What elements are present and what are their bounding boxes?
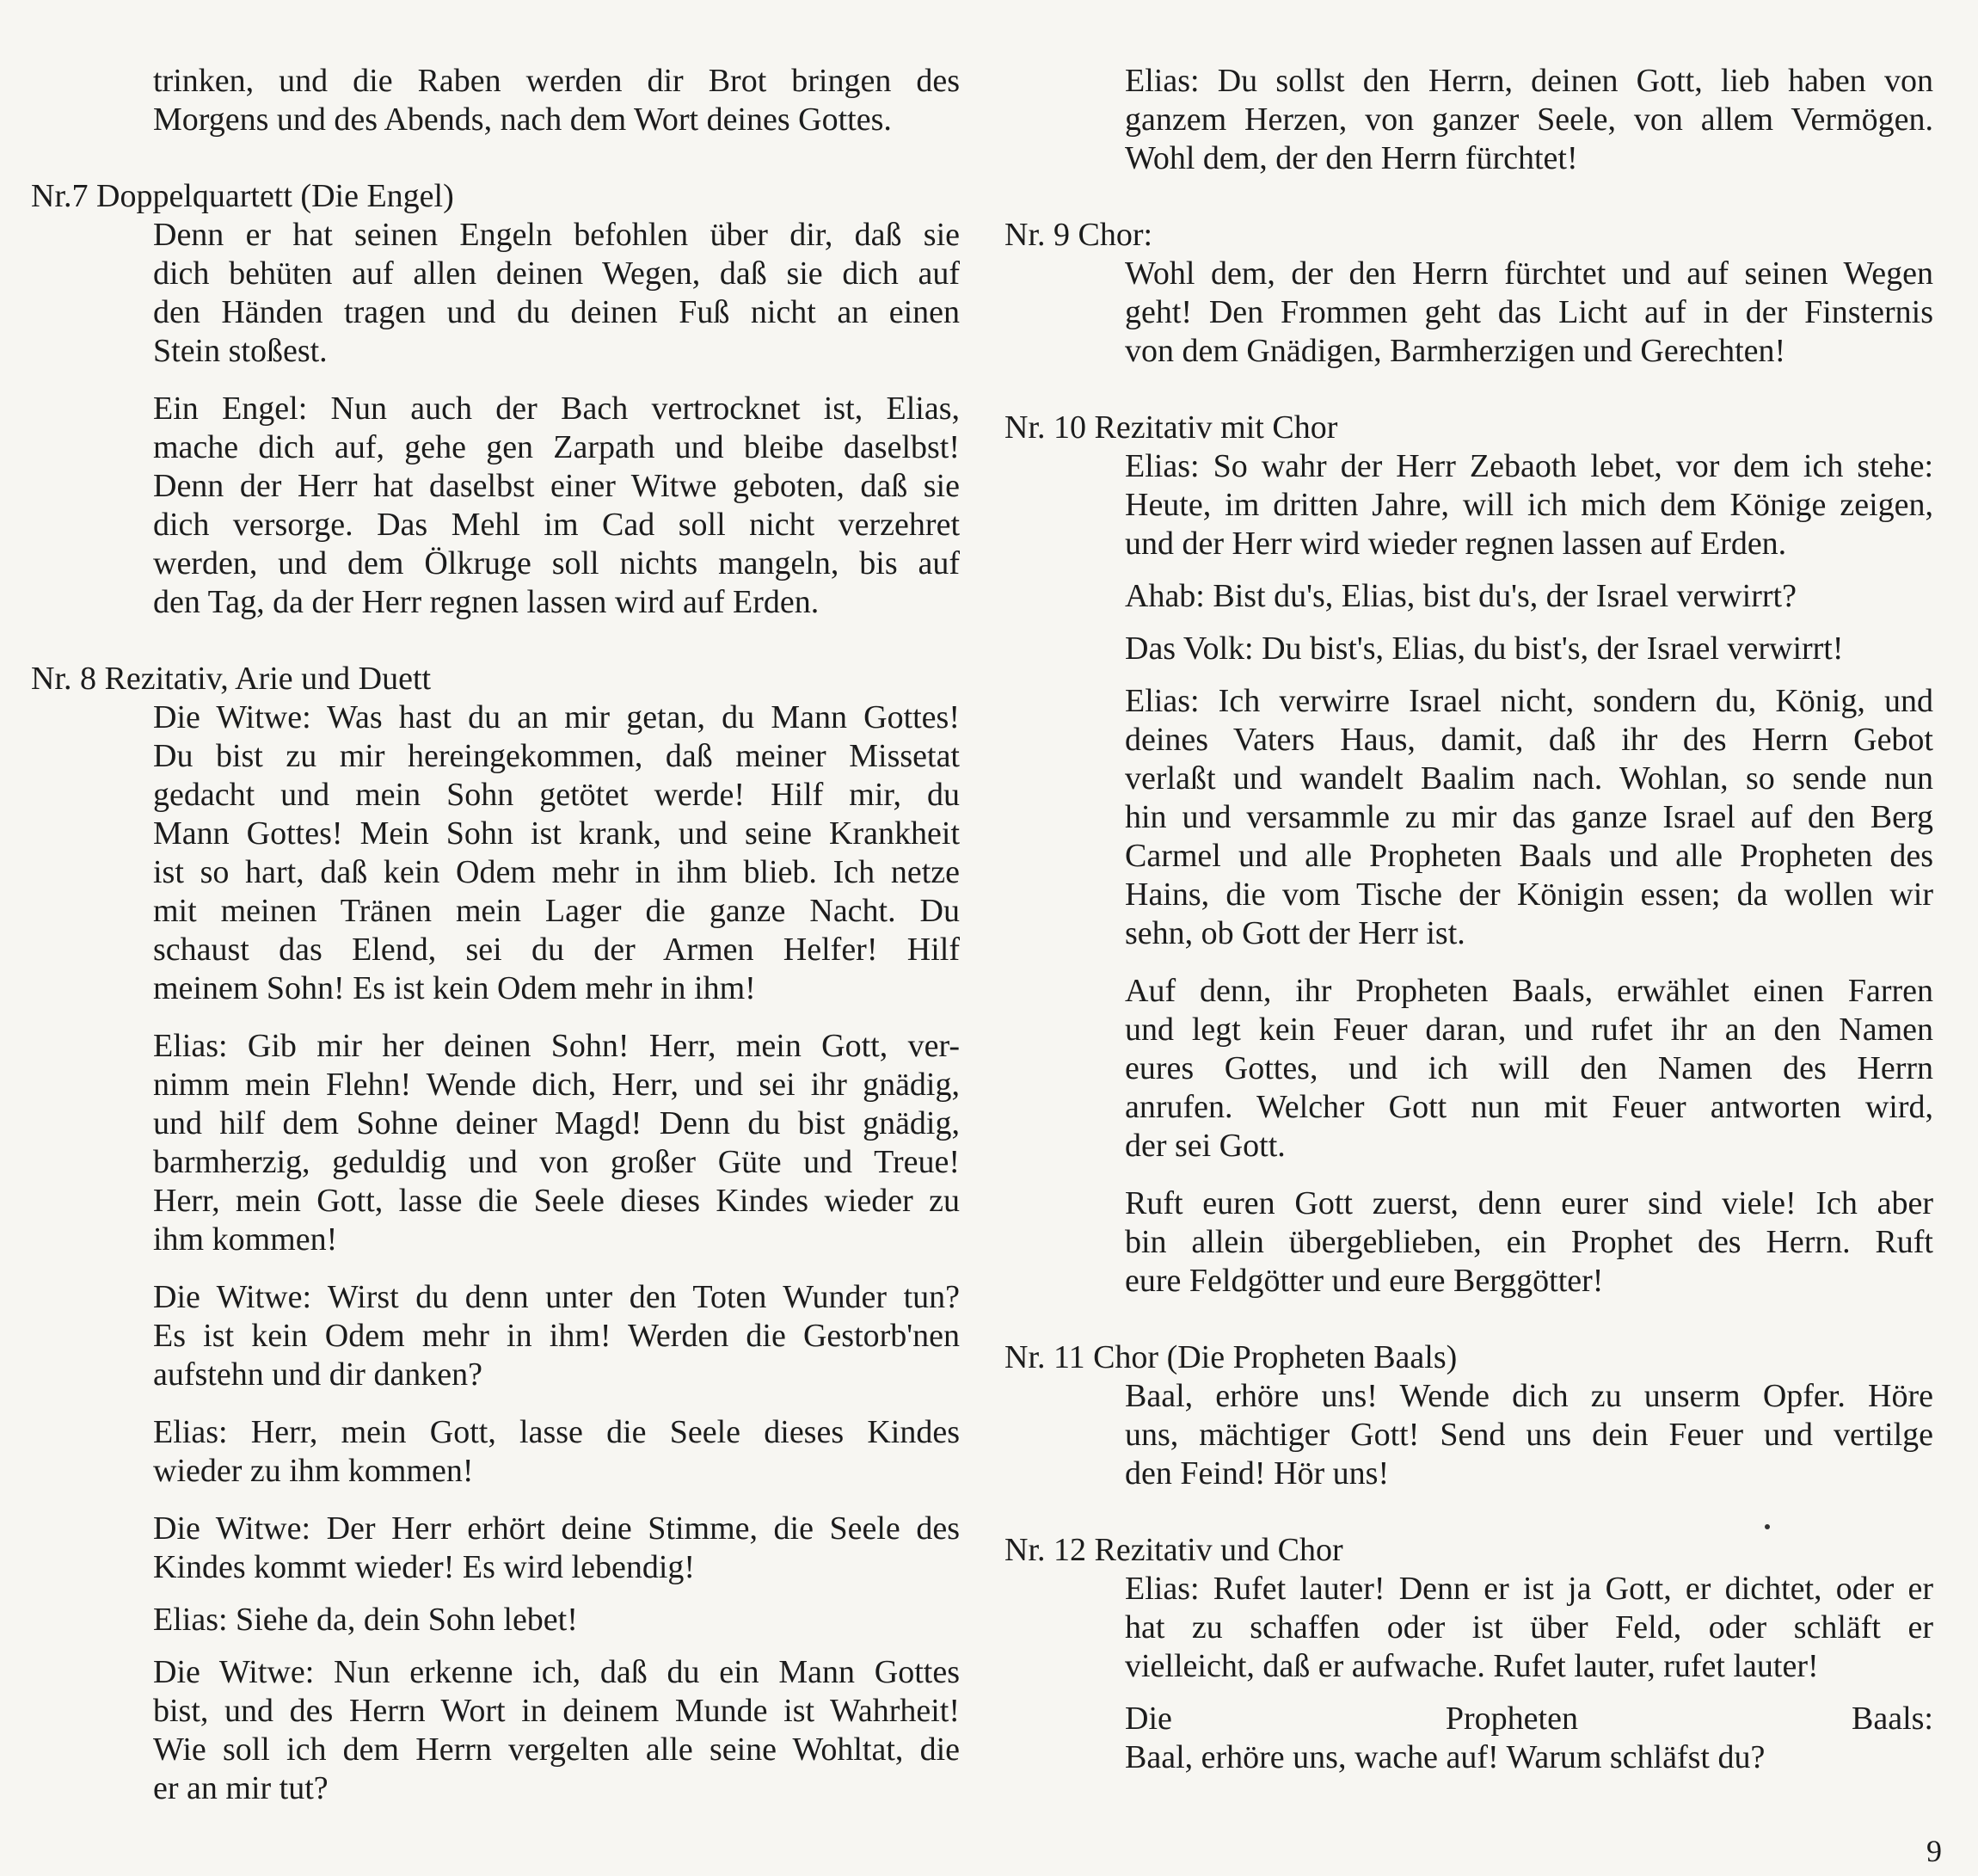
text-line: Die Propheten Baals: <box>1125 1701 1933 1737</box>
nr10-paragraph-5 <box>1125 972 1933 1166</box>
text-line: den Händen tragen und du deinen Fuß nicht an einen <box>153 294 960 330</box>
text-line: Herr, mein Gott, lasse die Seele dieses Kindes wieder zu <box>153 1183 960 1219</box>
nr10-paragraph-1 <box>1125 447 1933 563</box>
nr8-paragraph-7 <box>153 1653 960 1808</box>
stray-dot <box>1765 1524 1770 1529</box>
nr9-paragraph-1 <box>1125 255 1933 371</box>
nr7-paragraph-2 <box>153 390 960 622</box>
text-line: eures Gottes, und ich will den Namen des Herrn <box>1125 1050 1933 1086</box>
nr8-paragraph-1 <box>153 698 960 1008</box>
text-line: Wohl dem, der den Herrn fürchtet und auf seinen Wegen <box>1125 255 1933 292</box>
text-line: Elias: Siehe da, dein Sohn lebet! <box>153 1602 578 1638</box>
section-heading-nr8: Nr. 8 Rezitativ, Arie und Duett <box>31 661 432 697</box>
text-line: hin und versammle zu mir das ganze Israel auf den Berg <box>1125 799 1933 835</box>
text-line: dich versorge. Das Mehl im Cad soll nicht verzehret <box>153 507 960 543</box>
text-line: Die Witwe: Was hast du an mir getan, du Mann Gottes! <box>153 699 960 735</box>
text-line: gedacht und mein Sohn getötet werde! Hilf mir, du <box>153 777 960 813</box>
text-line: Elias: Du sollst den Herrn, deinen Gott, lieb haben von <box>1125 63 1933 99</box>
page-number: 9 <box>1926 1834 1942 1868</box>
text-line: Ein Engel: Nun auch der Bach vertrocknet ist, Elias, <box>153 391 960 427</box>
text-line: sehn, ob Gott der Herr ist. <box>1125 915 1465 951</box>
text-line: dich behüten auf allen deinen Wegen, daß sie dich auf <box>153 255 960 292</box>
text-line: Morgens und des Abends, nach dem Wort deines Gottes. <box>153 101 892 138</box>
text-line: Elias: So wahr der Herr Zebaoth lebet, vor dem ich stehe: <box>1125 448 1933 484</box>
text-line: Hains, die vom Tische der Königin essen; da wollen wir <box>1125 876 1933 913</box>
text-line: Mann Gottes! Mein Sohn ist krank, und seine Krankheit <box>153 815 960 852</box>
text-line: Ruft euren Gott zuerst, denn eurer sind viele! Ich aber <box>1125 1185 1933 1221</box>
section-heading-nr12: Nr. 12 Rezitativ und Chor <box>1004 1532 1343 1568</box>
nr12-paragraph-1 <box>1125 1570 1933 1686</box>
section-heading-nr7: Nr.7 Doppelquartett (Die Engel) <box>31 178 454 214</box>
text-line: Heute, im dritten Jahre, will ich mich dem Könige zeigen, <box>1125 487 1933 523</box>
nr8-paragraph-2 <box>153 1027 960 1259</box>
text-line: trinken, und die Raben werden dir Brot bringen des <box>153 63 960 99</box>
text-line: Stein stoßest. <box>153 333 328 369</box>
text-line: Wie soll ich dem Herrn vergelten alle seine Wohltat, die <box>153 1731 960 1768</box>
text-line: mit meinen Tränen mein Lager die ganze Nacht. Du <box>153 893 960 929</box>
text-line: und der Herr wird wieder regnen lassen auf Erden. <box>1125 526 1787 562</box>
nr7-paragraph-1 <box>153 216 960 371</box>
text-line: Die Witwe: Der Herr erhört deine Stimme, die Seele des <box>153 1510 960 1547</box>
text-line: ist so hart, daß kein Odem mehr in ihm blieb. Ich netze <box>153 854 960 890</box>
right-intro-paragraph <box>1125 62 1933 178</box>
text-line: Denn er hat seinen Engeln befohlen über dir, daß sie <box>153 217 960 253</box>
text-line: vielleicht, daß er aufwache. Rufet lauter, rufet lauter! <box>1125 1648 1819 1684</box>
nr8-paragraph-4 <box>153 1413 960 1491</box>
text-line: bist, und des Herrn Wort in deinem Munde ist Wahrheit! <box>153 1693 960 1729</box>
text-line: Elias: Rufet lauter! Denn er ist ja Gott, er dichtet, oder er <box>1125 1571 1933 1607</box>
text-line: hat zu schaffen oder ist über Feld, oder schläft er <box>1125 1609 1933 1645</box>
text-line: Elias: Herr, mein Gott, lasse die Seele dieses Kindes <box>153 1414 960 1450</box>
text-line: deines Vaters Haus, damit, daß ihr des Herrn Gebot <box>1125 722 1933 758</box>
text-line: Du bist zu mir hereingekommen, daß meiner Missetat <box>153 738 960 774</box>
text-line: Ahab: Bist du's, Elias, bist du's, der Israel verwirrt? <box>1125 578 1797 614</box>
text-line: und legt kein Feuer daran, und rufet ihr an den Namen <box>1125 1012 1933 1048</box>
text-line: bin allein übergeblieben, ein Prophet des Herrn. Ruft <box>1125 1224 1933 1260</box>
text-line: verlaßt und wandelt Baalim nach. Wohlan, so sende nun <box>1125 760 1933 797</box>
section-heading-nr9: Nr. 9 Chor: <box>1004 217 1153 253</box>
text-line: wieder zu ihm kommen! <box>153 1453 474 1489</box>
text-line: Denn der Herr hat daselbst einer Witwe geboten, daß sie <box>153 468 960 504</box>
nr11-paragraph-1 <box>1125 1377 1933 1493</box>
left-column <box>31 62 960 1808</box>
nr8-paragraph-3 <box>153 1278 960 1394</box>
right-column <box>1004 62 1933 1777</box>
text-line: von dem Gnädigen, Barmherzigen und Gerechten! <box>1125 333 1786 369</box>
text-line: Die Witwe: Nun erkenne ich, daß du ein Mann Gottes <box>153 1654 960 1690</box>
text-line: Elias: Ich verwirre Israel nicht, sondern du, König, und <box>1125 683 1933 719</box>
text-line: nimm mein Flehn! Wende dich, Herr, und sei ihr gnädig, <box>153 1067 960 1103</box>
text-line: der sei Gott. <box>1125 1128 1286 1164</box>
text-line: uns, mächtiger Gott! Send uns dein Feuer und vertilge <box>1125 1417 1933 1453</box>
text-line: ganzem Herzen, von ganzer Seele, von allem Vermögen. <box>1125 101 1933 138</box>
text-line: Die Witwe: Wirst du denn unter den Toten Wunder tun? <box>153 1279 960 1315</box>
text-line: Auf denn, ihr Propheten Baals, erwählet einen Farren <box>1125 973 1933 1009</box>
nr10-paragraph-3 <box>1125 630 1933 668</box>
text-line: Das Volk: Du bist's, Elias, du bist's, der Israel verwirrt! <box>1125 630 1844 667</box>
text-line: meinem Sohn! Es ist kein Odem mehr in ihm! <box>153 970 756 1006</box>
nr8-paragraph-5 <box>153 1510 960 1587</box>
nr12-paragraph-2 <box>1125 1700 1933 1777</box>
text-line: Carmel und alle Propheten Baals und alle Propheten des <box>1125 838 1933 874</box>
section-heading-nr11: Nr. 11 Chor (Die Propheten Baals) <box>1004 1339 1458 1375</box>
text-line: den Feind! Hör uns! <box>1125 1455 1390 1492</box>
section-heading-nr10: Nr. 10 Rezitativ mit Chor <box>1004 409 1338 446</box>
text-line: Baal, erhöre uns! Wende dich zu unserm Opfer. Höre <box>1125 1378 1933 1414</box>
text-line: mache dich auf, gehe gen Zarpath und bleibe daselbst! <box>153 429 960 465</box>
nr10-paragraph-2 <box>1125 577 1933 616</box>
text-line: Elias: Gib mir her deinen Sohn! Herr, mein Gott, ver- <box>153 1028 960 1064</box>
text-line: barmherzig, geduldig und von großer Güte und Treue! <box>153 1144 960 1180</box>
text-line: anrufen. Welcher Gott nun mit Feuer antworten wird, <box>1125 1089 1933 1125</box>
text-line: den Tag, da der Herr regnen lassen wird auf Erden. <box>153 584 820 620</box>
text-line: Es ist kein Odem mehr in ihm! Werden die Gestorb'nen <box>153 1318 960 1354</box>
text-line: schaust das Elend, sei du der Armen Helfer! Hilf <box>153 932 960 968</box>
nr10-paragraph-4 <box>1125 682 1933 953</box>
nr10-paragraph-6 <box>1125 1184 1933 1301</box>
text-line: werden, und dem Ölkruge soll nichts mangeln, bis auf <box>153 545 960 581</box>
nr8-paragraph-6 <box>153 1601 960 1639</box>
text-line: Wohl dem, der den Herrn fürchtet! <box>1125 140 1578 176</box>
text-line: geht! Den Frommen geht das Licht auf in der Finsternis <box>1125 294 1933 330</box>
text-line: Baal, erhöre uns, wache auf! Warum schläfst du? <box>1125 1739 1766 1775</box>
text-line: und hilf dem Sohne deiner Magd! Denn du bist gnädig, <box>153 1105 960 1141</box>
text-line: eure Feldgötter und eure Berggötter! <box>1125 1263 1604 1299</box>
text-line: aufstehn und dir danken? <box>153 1356 483 1393</box>
text-line: er an mir tut? <box>153 1770 329 1806</box>
text-line: ihm kommen! <box>153 1221 338 1258</box>
text-line: Kindes kommt wieder! Es wird lebendig! <box>153 1549 696 1585</box>
left-intro-paragraph <box>153 62 960 139</box>
